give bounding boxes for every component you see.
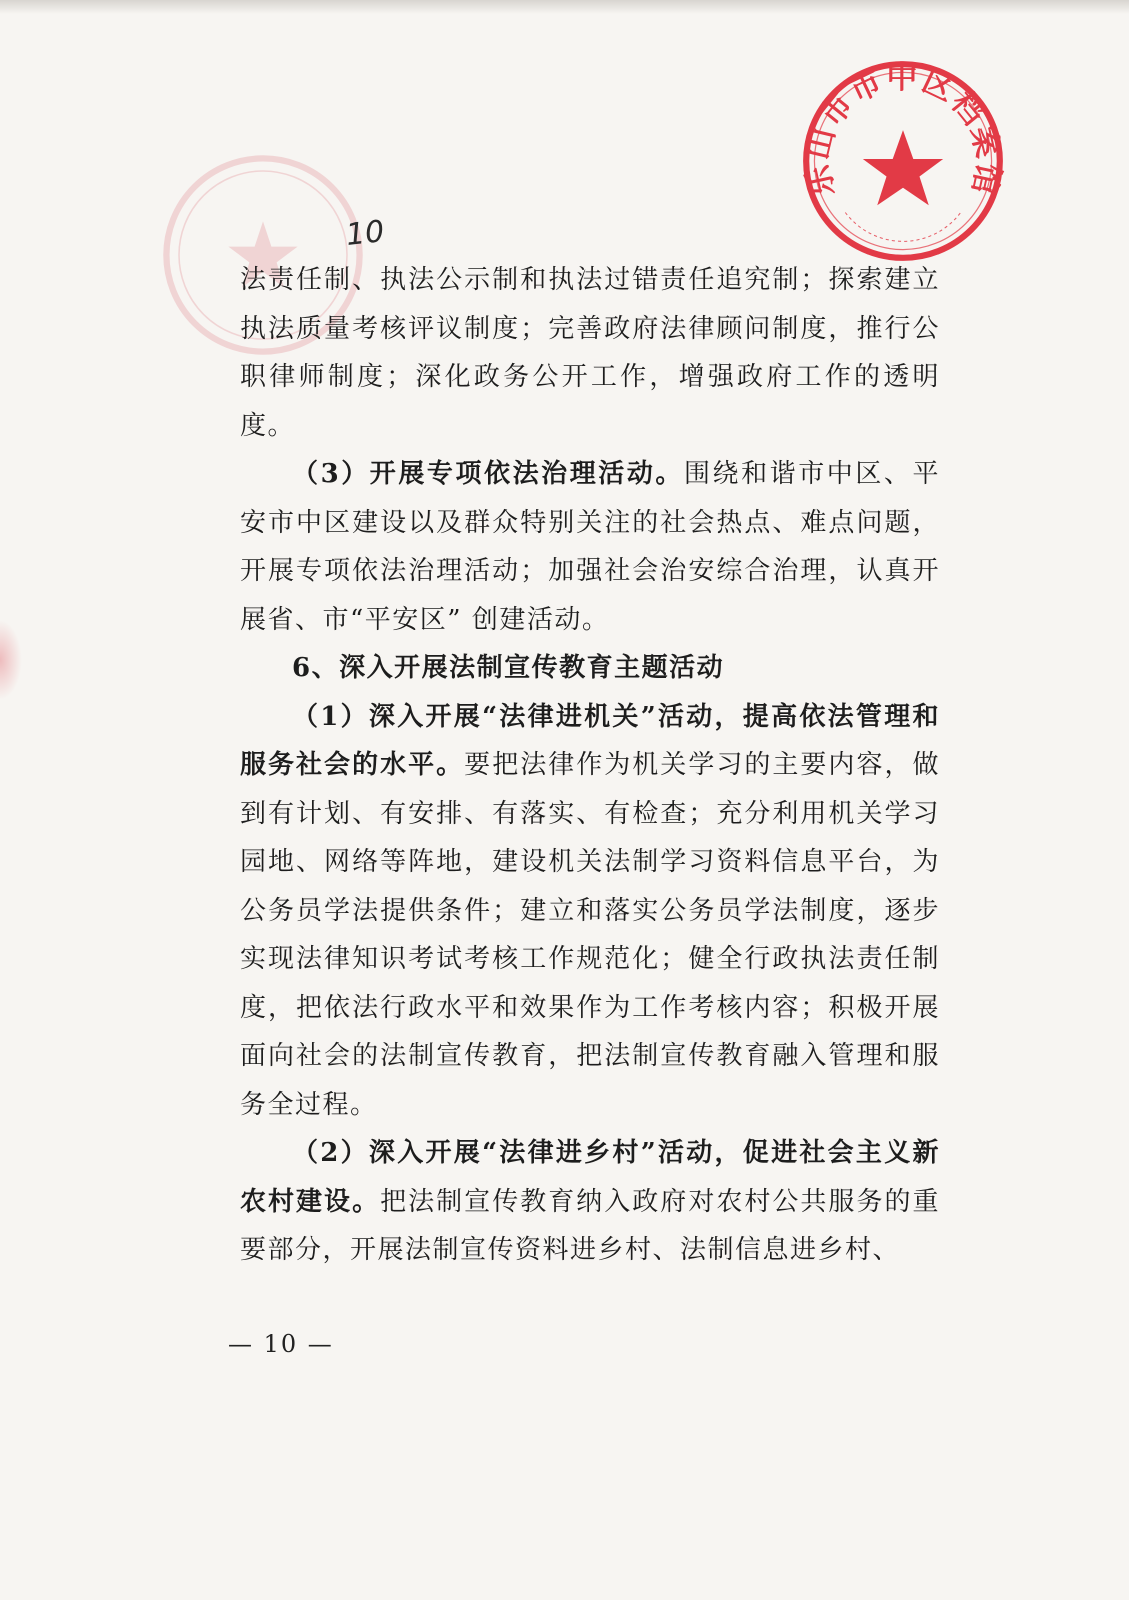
paragraph-item-2	[240, 1129, 940, 1275]
svg-text:乐山市市中区档案馆: 乐山市市中区档案馆	[800, 60, 1006, 200]
paragraph-text: 围绕和谐市中区、平安市中区建设以及群众特别关注的社会热点、难点问题，开展专项依法治理活动；加强社会治安综合治理，认真开展省、市“平安区” 创建活动。	[240, 459, 940, 635]
paragraph-lead: （1）深入开展“法律进机关”活动，提高依法管理和服务社会的水平。	[240, 701, 940, 780]
paragraph-continuation	[240, 256, 940, 450]
paragraph-text: 法责任制、执法公示制和执法过错责任追究制；探索建立执法质量考核评议制度；完善政府法律顾问制度，推行公职律师制度；深化政务公开工作，增强政府工作的透明度。	[240, 265, 940, 441]
paragraph-text: 把法制宣传教育纳入政府对农村公共服务的重要部分，开展法制宣传资料进乡村、法制信息进乡村、	[240, 1186, 940, 1265]
archive-seal-icon	[800, 58, 1006, 264]
document-body	[240, 256, 940, 1275]
paragraph-text: 要把法律作为机关学习的主要内容，做到有计划、有安排、有落实、有检查；充分利用机关学习园地、网络等阵地，建设机关法制学习资料信息平台，为公务员学法提供条件；建立和落实公务员学法制度，逐步实现法律知识考试考核工作规范化；健全行政执法责任制度，把依法行政水平和效果作为工作考核内容；积极开展面向社会的法制宣传教育，把法制宣传教育融入管理和服务全过程。	[240, 750, 940, 1120]
scan-edge	[0, 0, 1129, 14]
paragraph-item-1	[240, 693, 940, 1130]
margin-stain	[0, 620, 22, 700]
page-number: — 10 —	[228, 1330, 334, 1358]
paragraph-lead: （2）深入开展“法律进乡村”活动，促进社会主义新农村建设。	[240, 1138, 940, 1217]
handwritten-page-mark: 10	[344, 214, 386, 253]
paragraph-lead: （3）开展专项依法治理活动。	[292, 459, 684, 489]
section-heading: 6、深入开展法制宣传教育主题活动	[292, 653, 725, 683]
paragraph-item-3	[240, 450, 940, 644]
